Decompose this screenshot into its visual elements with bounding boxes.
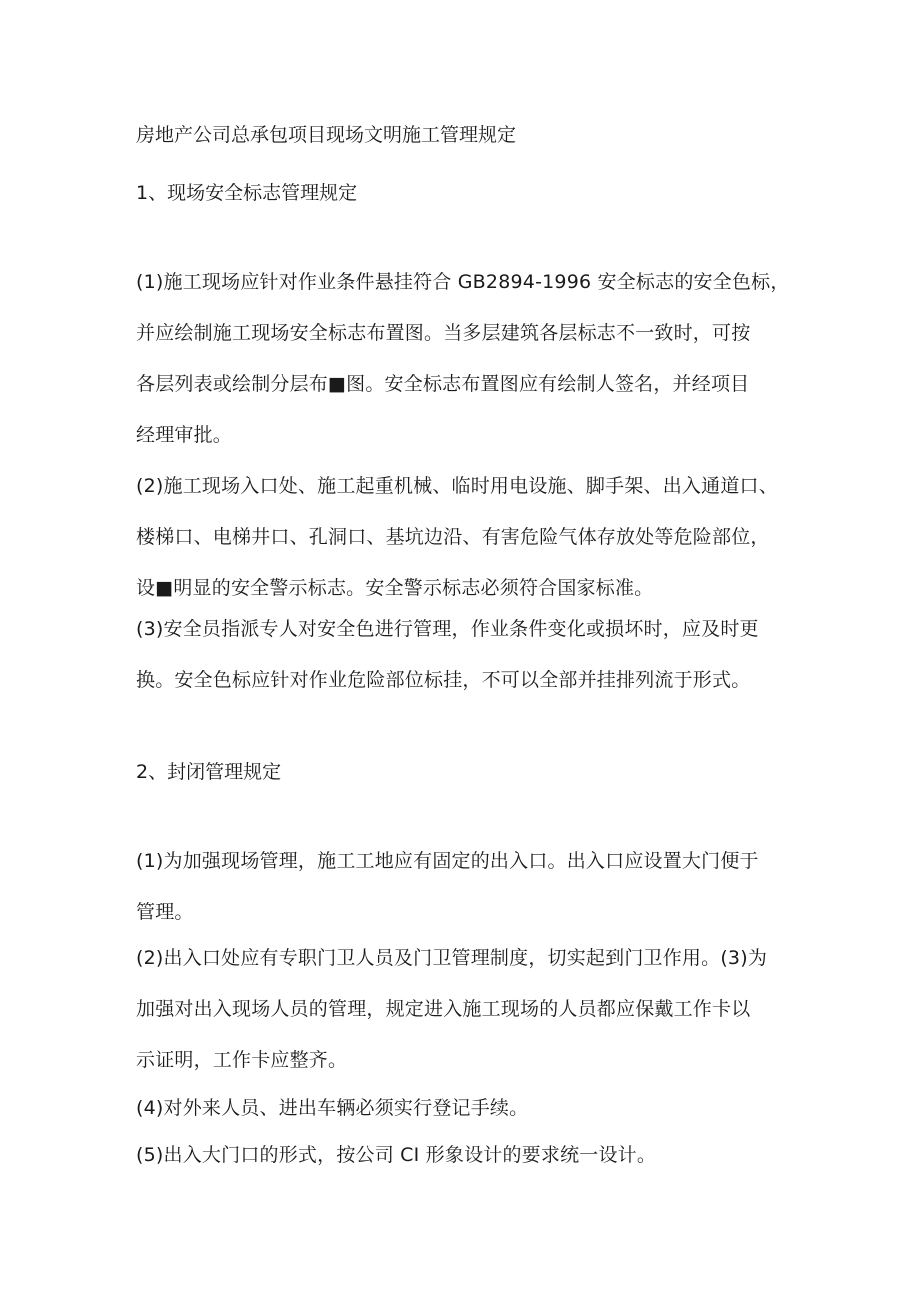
- paragraph-1-1: [136, 257, 804, 461]
- paragraph-line: (1)为加强现场管理，施工工地应有固定的出入口。出入口应设置大门便于: [136, 850, 759, 872]
- paragraph-line: 管理。: [136, 901, 194, 923]
- paragraph-line: (2)施工现场入口处、施工起重机械、临时用电设施、脚手架、出入通道口、: [136, 475, 778, 497]
- paragraph-1-2: [136, 461, 804, 614]
- paragraph-2-3: [136, 1083, 804, 1134]
- paragraph-2-1: [136, 836, 804, 938]
- section-heading-2: 2、封闭管理规定: [136, 761, 282, 783]
- section-heading-1: 1、现场安全标志管理规定: [136, 182, 358, 204]
- paragraph-2-2: [136, 933, 804, 1086]
- paragraph-line: (1)施工现场应针对作业条件悬挂符合 GB2894-1996 安全标志的安全色标，: [136, 271, 790, 293]
- paragraph-line: (5)出入大门口的形式，按公司 CI 形象设计的要求统一设计。: [136, 1144, 657, 1166]
- paragraph-line: (2)出入口处应有专职门卫人员及门卫管理制度，切实起到门卫作用。(3)为: [136, 947, 768, 969]
- paragraph-line: 楼梯口、电梯井口、孔洞口、基坑边沿、有害危险气体存放处等危险部位，: [136, 526, 770, 548]
- paragraph-line: 示证明，工作卡应整齐。: [136, 1049, 348, 1071]
- document-title: 房地产公司总承包项目现场文明施工管理规定: [136, 124, 517, 146]
- paragraph-line: 并应绘制施工现场安全标志布置图。当多层建筑各层标志不一致时，可按: [136, 322, 751, 344]
- paragraph-line: 设■明显的安全警示标志。安全警示标志必须符合国家标准。: [136, 577, 654, 599]
- paragraph-2-4: [136, 1130, 804, 1181]
- paragraph-line: 换。安全色标应针对作业危险部位标挂，不可以全部并挂排列流于形式。: [136, 669, 751, 691]
- paragraph-1-3: [136, 604, 804, 706]
- paragraph-line: (3)安全员指派专人对安全色进行管理，作业条件变化或损坏时，应及时更: [136, 618, 759, 640]
- paragraph-line: (4)对外来人员、进出车辆必须实行登记手续。: [136, 1097, 529, 1119]
- paragraph-line: 经理审批。: [136, 424, 233, 446]
- paragraph-line: 加强对出入现场人员的管理，规定进入施工现场的人员都应保戴工作卡以: [136, 998, 751, 1020]
- paragraph-line: 各层列表或绘制分层布■图。安全标志布置图应有绘制人签名，并经项目: [136, 373, 750, 395]
